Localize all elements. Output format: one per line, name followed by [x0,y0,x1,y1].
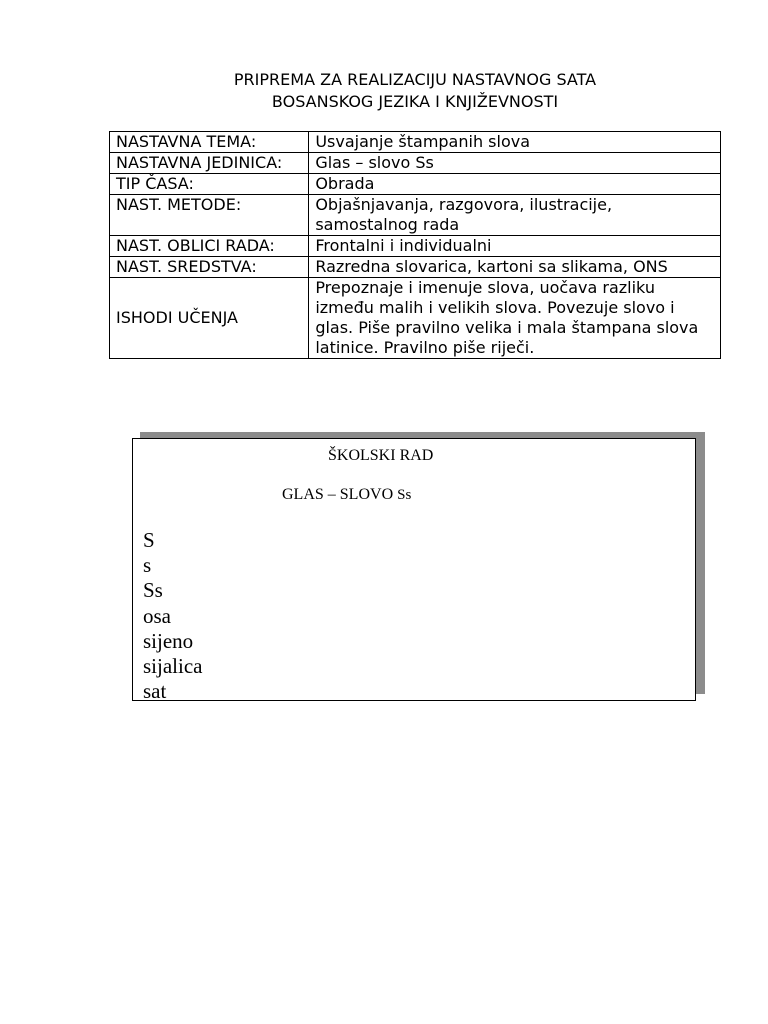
table-row [110,236,721,257]
table-row [110,132,721,153]
lesson-info-table [109,131,721,359]
list-item: Ss [143,578,163,603]
table-row [110,257,721,278]
table-row [110,174,721,195]
school-work-subheading [282,485,411,505]
school-work-heading: ŠKOLSKI RAD [328,447,434,464]
table-row [110,278,721,359]
document-title-line-2: BOSANSKOG JEZIKA I KNJIŽEVNOSTI [271,92,559,111]
list-item: s [143,553,152,578]
school-work-text-box [132,438,696,701]
row-label: TIP ČASA: [110,174,309,195]
table-row [110,153,721,174]
row-value: Glas – slovo Ss [309,153,721,174]
list-item: sat [143,679,167,701]
word-list [143,528,202,701]
row-value: Usvajanje štampanih slova [309,132,721,153]
row-label: NAST. METODE: [110,195,309,236]
row-value: Prepoznaje i imenuje slova, uočava razliku između malih i velikih slova. Povezuje slovo i glas. Piše pravilno velika i mala štampana slova latinice. Pravilno piše riječi. [309,278,721,359]
row-value: Obrada [309,174,721,195]
row-label: NASTAVNA TEMA: [110,132,309,153]
row-value: Razredna slovarica, kartoni sa slikama, ONS [309,257,721,278]
row-value: Frontalni i individualni [309,236,721,257]
row-value: Objašnjavanja, razgovora, ilustracije, samostalnog rada [309,195,721,236]
list-item: sijeno [143,628,194,653]
list-item: S [143,528,155,552]
subheading-suffix: Ss [397,487,412,503]
table-row [110,195,721,236]
row-label: NAST. SREDSTVA: [110,257,309,278]
row-label: NAST. OBLICI RADA: [110,236,309,257]
subheading-prefix: GLAS – SLOVO [282,486,398,503]
list-item: sijalica [143,654,203,679]
document-title-line-1: PRIPREMA ZA REALIZACIJU NASTAVNOG SATA [233,70,597,89]
row-label: ISHODI UČENJA [110,278,309,359]
list-item: osa [143,603,171,628]
row-label: NASTAVNA JEDINICA: [110,153,309,174]
